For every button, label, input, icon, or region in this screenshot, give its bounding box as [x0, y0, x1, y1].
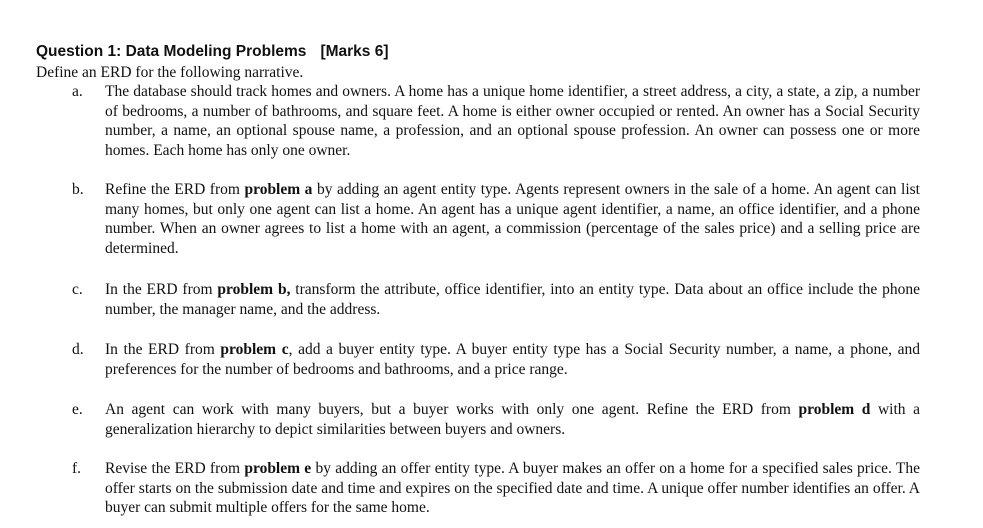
problem-letter: f. [72, 460, 82, 477]
problem-reference: problem a [244, 181, 313, 198]
question-marks: [Marks 6] [320, 43, 389, 60]
problem-text-run: In the ERD from [105, 281, 218, 298]
problem-text-run: In the ERD from [105, 341, 221, 358]
problem-reference: problem b, [217, 281, 291, 298]
problem-reference: problem d [798, 401, 871, 418]
problem-text-run: The database should track homes and owners. A home has a unique home identifier, a street address, a city, a state, a zip, a number of bedrooms, a number of bathrooms, and square feet. A home is either owner occupied or rented. An owner has a Social Security number, a name, an optional spouse name, a profession, and an optional spouse profession. An owner can possess one or more homes. Each home has only one owner. [105, 83, 920, 159]
problem-text-run: Refine the ERD from [105, 181, 245, 198]
problem-text [105, 340, 920, 379]
problem-text-run: by adding an offer entity type. A buyer makes an offer on a home for a specified sales price. The offer starts on the submission date and time and expires on the specified date and time. A unique offer number identifies an offer. A buyer can submit multiple offers for the same home. [105, 460, 920, 516]
problem-text-run: with a generalization hierarchy to depict similarities between buyers and owners. [105, 401, 921, 438]
problem-letter: b. [72, 181, 84, 198]
problem-letter: d. [72, 341, 84, 358]
problem-text [105, 400, 920, 439]
problem-text-run: by adding an agent entity type. Agents represent owners in the sale of a home. An agent can list many homes, but only one agent can list a home. An agent has a unique agent identifier, a name, an office identifier, and a phone number. When an owner agrees to list a home with an agent, a commission (percentage of the sales price) and a selling price are determined. [105, 181, 920, 257]
problem-text-run: , add a buyer entity type. A buyer entity type has a Social Security number, a name, a phone, and preferences for the number of bedrooms and bathrooms, and a price range. [105, 341, 921, 378]
problem-letter: c. [72, 281, 83, 298]
problem-letter: e. [72, 401, 83, 418]
problem-text [105, 459, 920, 518]
problem-text-run: Revise the ERD from [105, 460, 245, 477]
question-heading [36, 42, 389, 62]
problem-text-run: transform the attribute, office identifier, into an entity type. Data about an office include the phone number, the manager name, and the address. [105, 281, 920, 318]
question-title: Question 1: Data Modeling Problems [36, 43, 307, 60]
problem-letter: a. [72, 83, 83, 100]
problem-text [105, 280, 920, 319]
problem-text-run: An agent can work with many buyers, but a buyer works with only one agent. Refine the ERD from [105, 401, 799, 418]
problem-text [105, 180, 920, 258]
problem-reference: problem e [244, 460, 312, 477]
question-intro: Define an ERD for the following narrative. [36, 64, 304, 81]
problem-text [105, 82, 920, 160]
problem-reference: problem c [220, 341, 289, 358]
